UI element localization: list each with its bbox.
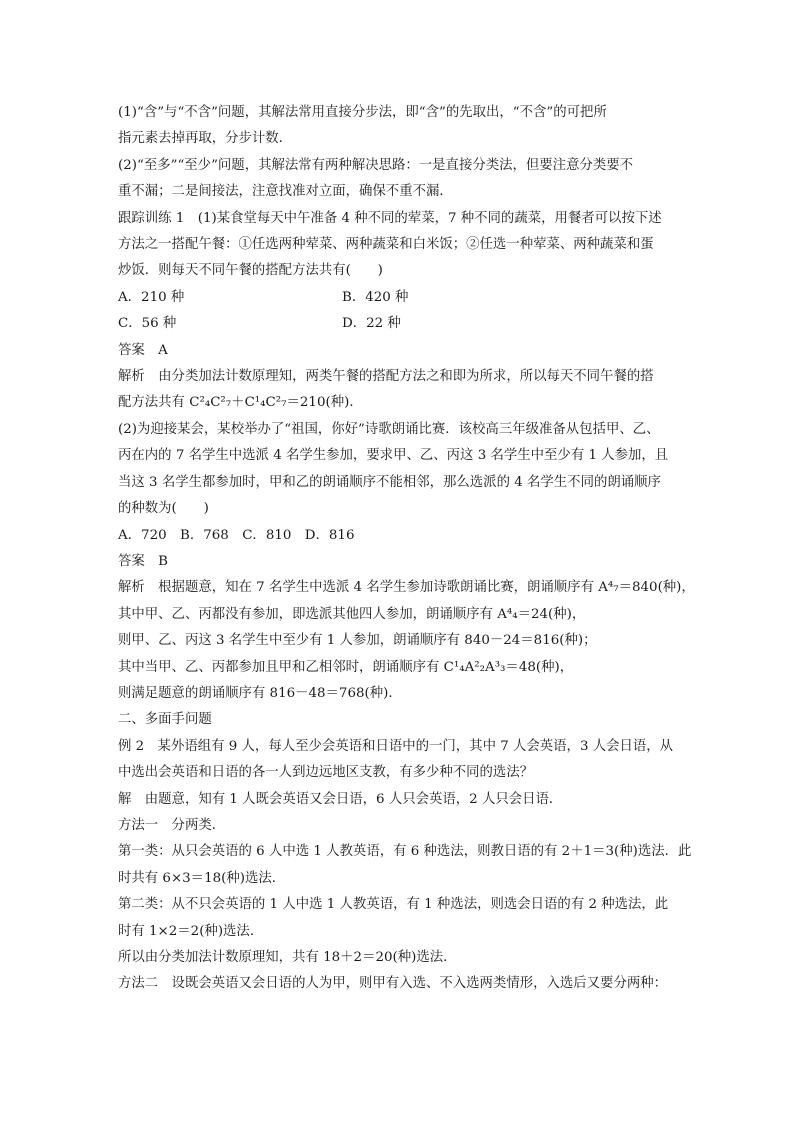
document-page — [118, 100, 695, 998]
text-line: 方法之一搭配午餐：①任选两种荤菜、两种蔬菜和白米饭；②任选一种荤菜、两种蔬菜和蛋 — [118, 237, 654, 253]
explanation-line: 则满足题意的朗诵顺序有 816－48＝768(种)． — [118, 685, 402, 701]
explanation-line: 则甲、乙、丙这 3 名学生中至少有 1 人参加，朗诵顺序有 840－24＝816(种)； — [118, 633, 597, 649]
exercise-heading: 跟踪训练 1 (1)某食堂每天中午准备 4 种不同的荤菜，7 种不同的蔬菜，用餐者可以按下述 — [118, 210, 662, 226]
text-line: 重不漏；二是间接法，注意找准对立面，确保不重不漏． — [118, 184, 453, 200]
example-line: 例 2 某外语组有 9 人，每人至少会英语和日语中的一门，其中 7 人会英语，3 人会日语，从 — [118, 738, 674, 754]
explanation-line: 其中甲、乙、丙都没有参加，即选派其他四人参加，朗诵顺序有 A⁴₄＝24(种)， — [118, 606, 586, 622]
answer-line: 答案 A — [118, 342, 168, 358]
answer-line: 答案 B — [118, 553, 169, 569]
options-row-1 — [118, 285, 690, 311]
option-c: C．56 种 — [118, 316, 177, 332]
explanation-line: 解析 根据题意，知在 7 名学生中选派 4 名学生参加诗歌朗诵比赛，朗诵顺序有 A⁴₇＝840(种)， — [118, 580, 695, 596]
question-line: 的种数为( ) — [118, 501, 209, 517]
solution-line: 时有 1×2＝2(种)选法． — [118, 923, 264, 939]
option-d: D．22 种 — [342, 316, 401, 332]
text-line: (1)“含”与“不含”问题，其解法常用直接分步法，即“含”的先取出，“不含”的可把所 — [118, 105, 607, 120]
method-heading: 方法一 分两类． — [118, 817, 226, 833]
explanation-line: 配方法共有 C²₄C²₇＋C¹₄C²₇＝210(种)． — [118, 395, 363, 411]
options-row-2 — [118, 311, 690, 337]
text-line: (2)“至多”“至少”问题，其解法常有两种解决思路：一是直接分类法，但要注意分类要不 — [118, 157, 634, 173]
question-line: (2)为迎接某会，某校举办了“祖国，你好”诗歌朗诵比赛．该校高三年级准备从包括甲、乙、 — [118, 421, 660, 437]
solution-line: 时共有 6×3＝18(种)选法． — [118, 870, 286, 886]
solution-line: 所以由分类加法计数原理知，共有 18＋2＝20(种)选法． — [118, 950, 457, 965]
section-heading: 二、多面手问题 — [118, 712, 212, 728]
text-line: 指元素去掉再取，分步计数． — [118, 131, 293, 147]
option-b: B．420 种 — [342, 289, 409, 305]
options-line: A．720 B．768 C．810 D．816 — [118, 527, 355, 543]
solution-line: 第一类：从只会英语的 6 人中选 1 人教英语，有 6 种选法，则教日语的有 2＋1＝3(种)选法．此 — [118, 844, 692, 860]
explanation-line: 其中当甲、乙、丙都参加且甲和乙相邻时，朗诵顺序有 C¹₄A²₂A³₃＝48(种)， — [118, 659, 574, 675]
question-line: 当这 3 名学生都参加时，甲和乙的朗诵顺序不能相邻，那么选派的 4 名学生不同的朗诵顺序 — [118, 474, 661, 490]
text-line: 炒饭．则每天不同午餐的搭配方法共有( ) — [118, 263, 383, 279]
option-a: A．210 种 — [118, 289, 185, 305]
solution-line: 解 由题意，知有 1 人既会英语又会日语，6 人只会英语，2 人只会日语． — [118, 791, 563, 807]
solution-line: 第二类：从不只会英语的 1 人中选 1 人教英语，有 1 种选法，则选会日语的有 2 种选法，此 — [118, 897, 669, 913]
example-line: 中选出会英语和日语的各一人到边远地区支教，有多少种不同的选法？ — [118, 765, 534, 781]
explanation-line: 解析 由分类加法计数原理知，两类午餐的搭配方法之和即为所求，所以每天不同午餐的搭 — [118, 369, 654, 385]
method-heading: 方法二 设既会英语又会日语的人为甲，则甲有入选、不入选两类情形，入选后又要分两种： — [118, 976, 668, 992]
question-line: 丙在内的 7 名学生中选派 4 名学生参加，要求甲、乙、丙这 3 名学生中至少有 1 人参加，且 — [118, 448, 669, 464]
